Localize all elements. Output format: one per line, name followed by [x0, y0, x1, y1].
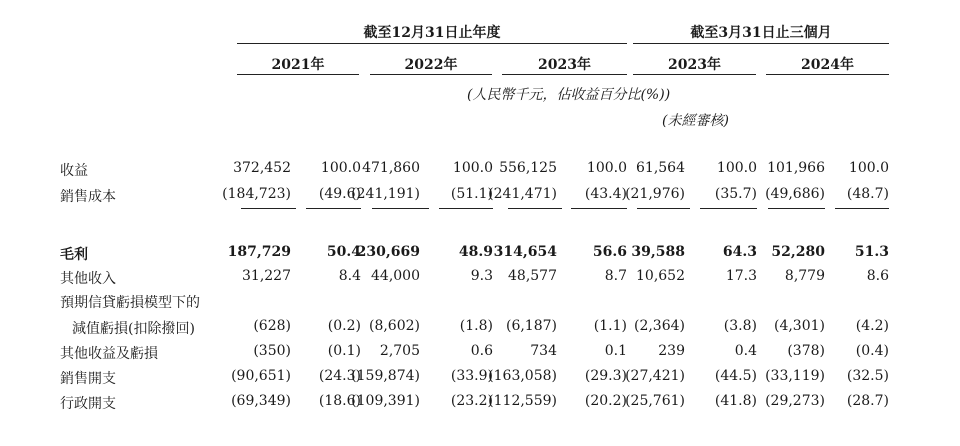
- table-cell: 50.4: [326, 244, 361, 260]
- table-cell: 100.0: [716, 160, 757, 176]
- table-cell: 100.0: [452, 160, 493, 176]
- table-cell: 0.6: [470, 343, 493, 359]
- subtotal-rule: [306, 208, 361, 209]
- table-cell: 51.3: [854, 244, 889, 260]
- table-cell: 372,452: [233, 160, 291, 176]
- table-cell: (20.2): [584, 393, 627, 409]
- table-cell: (1.8): [459, 318, 493, 334]
- table-cell: 44,000: [371, 268, 420, 284]
- table-cell: 8.6: [866, 268, 889, 284]
- table-cell: 734: [530, 343, 557, 359]
- table-cell: (24.3): [318, 368, 361, 384]
- table-cell: (44.5): [714, 368, 757, 384]
- row-label: 毛利: [60, 247, 88, 263]
- subtotal-rule: [571, 208, 627, 209]
- table-cell: (184,723): [222, 186, 291, 202]
- table-cell: (1.1): [593, 318, 627, 334]
- unaudited-note: (未經審核): [662, 113, 729, 129]
- header-group-annual-rule: [237, 43, 627, 44]
- table-cell: (628): [253, 318, 291, 334]
- table-cell: 8.7: [604, 268, 627, 284]
- table-cell: 101,966: [767, 160, 825, 176]
- year-header-2024-q1: 2024年: [801, 57, 854, 73]
- table-cell: (25,761): [625, 393, 685, 409]
- row-label: 預期信貸虧損模型下的: [60, 295, 200, 311]
- table-cell: (350): [253, 343, 291, 359]
- subtotal-rule: [700, 208, 757, 209]
- table-cell: 187,729: [227, 244, 291, 260]
- table-cell: (2,364): [633, 318, 685, 334]
- table-cell: (23.2): [450, 393, 493, 409]
- table-cell: (241,471): [488, 186, 557, 202]
- table-cell: 100.0: [586, 160, 627, 176]
- row-label: 收益: [60, 163, 88, 179]
- table-cell: 39,588: [631, 244, 685, 260]
- table-cell: 8,779: [784, 268, 825, 284]
- subtotal-rule: [768, 208, 825, 209]
- table-cell: (21,976): [625, 186, 685, 202]
- table-cell: (0.2): [327, 318, 361, 334]
- table-cell: (49.6): [318, 186, 361, 202]
- table-cell: (29.3): [584, 368, 627, 384]
- table-cell: (33,119): [765, 368, 825, 384]
- year-rule-2023: [502, 74, 627, 75]
- table-cell: 471,860: [362, 160, 420, 176]
- table-cell: (109,391): [351, 393, 420, 409]
- table-cell: 314,654: [493, 244, 557, 260]
- table-cell: 0.1: [604, 343, 627, 359]
- subtotal-rule: [835, 208, 889, 209]
- subtotal-rule: [241, 208, 296, 209]
- table-cell: 61,564: [636, 160, 685, 176]
- table-cell: (32.5): [846, 368, 889, 384]
- table-cell: 48.9: [458, 244, 493, 260]
- table-cell: (112,559): [488, 393, 557, 409]
- table-cell: (163,058): [488, 368, 557, 384]
- table-cell: 100.0: [320, 160, 361, 176]
- year-rule-2024-q1: [766, 74, 889, 75]
- table-cell: 230,669: [356, 244, 420, 260]
- row-label: 減值虧損(扣除撥回): [72, 321, 195, 337]
- table-cell: (27,421): [625, 368, 685, 384]
- table-cell: 239: [658, 343, 685, 359]
- table-cell: 48,577: [508, 268, 557, 284]
- table-cell: (69,349): [231, 393, 291, 409]
- header-group-quarterly: 截至3月31日止三個月: [690, 25, 832, 41]
- table-cell: (33.9): [450, 368, 493, 384]
- header-group-annual: 截至12月31日止年度: [363, 25, 501, 41]
- table-cell: (0.1): [327, 343, 361, 359]
- table-cell: (28.7): [846, 393, 889, 409]
- table-cell: (29,273): [765, 393, 825, 409]
- header-group-quarterly-rule: [633, 43, 889, 44]
- table-cell: (49,686): [765, 186, 825, 202]
- table-cell: (51.1): [450, 186, 493, 202]
- table-cell: (4,301): [773, 318, 825, 334]
- table-cell: 31,227: [242, 268, 291, 284]
- row-label: 其他收入: [60, 271, 116, 287]
- table-cell: (35.7): [714, 186, 757, 202]
- table-cell: 556,125: [499, 160, 557, 176]
- table-cell: (3.8): [723, 318, 757, 334]
- table-cell: (90,651): [231, 368, 291, 384]
- row-label: 其他收益及虧損: [60, 346, 158, 362]
- row-label: 行政開支: [60, 396, 116, 412]
- table-cell: 64.3: [722, 244, 757, 260]
- table-cell: (6,187): [505, 318, 557, 334]
- table-cell: (18.6): [318, 393, 361, 409]
- table-cell: 2,705: [379, 343, 420, 359]
- subtotal-rule: [508, 208, 562, 209]
- row-label: 銷售開支: [60, 371, 116, 387]
- subtotal-rule: [372, 208, 429, 209]
- table-cell: 100.0: [848, 160, 889, 176]
- table-cell: (241,191): [351, 186, 420, 202]
- table-cell: (159,874): [351, 368, 420, 384]
- year-header-2022: 2022年: [404, 57, 458, 73]
- row-label: 銷售成本: [60, 189, 116, 205]
- subtotal-rule: [637, 208, 690, 209]
- table-cell: 0.4: [734, 343, 757, 359]
- table-cell: (43.4): [584, 186, 627, 202]
- table-cell: 10,652: [636, 268, 685, 284]
- subtotal-rule: [439, 208, 493, 209]
- year-header-2023-q1: 2023年: [668, 57, 721, 73]
- year-header-2023: 2023年: [538, 57, 591, 73]
- table-cell: (41.8): [714, 393, 757, 409]
- year-rule-2021: [237, 74, 359, 75]
- unit-note: (人民幣千元，佔收益百分比(%)): [467, 87, 671, 103]
- table-cell: 52,280: [771, 244, 825, 260]
- table-cell: 17.3: [725, 268, 757, 284]
- table-cell: 9.3: [470, 268, 493, 284]
- table-cell: (4.2): [855, 318, 889, 334]
- table-cell: (0.4): [855, 343, 889, 359]
- table-cell: 56.6: [592, 244, 627, 260]
- year-header-2021: 2021年: [271, 57, 325, 73]
- table-cell: (48.7): [846, 186, 889, 202]
- year-rule-2023-q1: [633, 74, 756, 75]
- table-cell: 8.4: [338, 268, 361, 284]
- table-cell: (8,602): [368, 318, 420, 334]
- table-cell: (378): [787, 343, 825, 359]
- year-rule-2022: [370, 74, 492, 75]
